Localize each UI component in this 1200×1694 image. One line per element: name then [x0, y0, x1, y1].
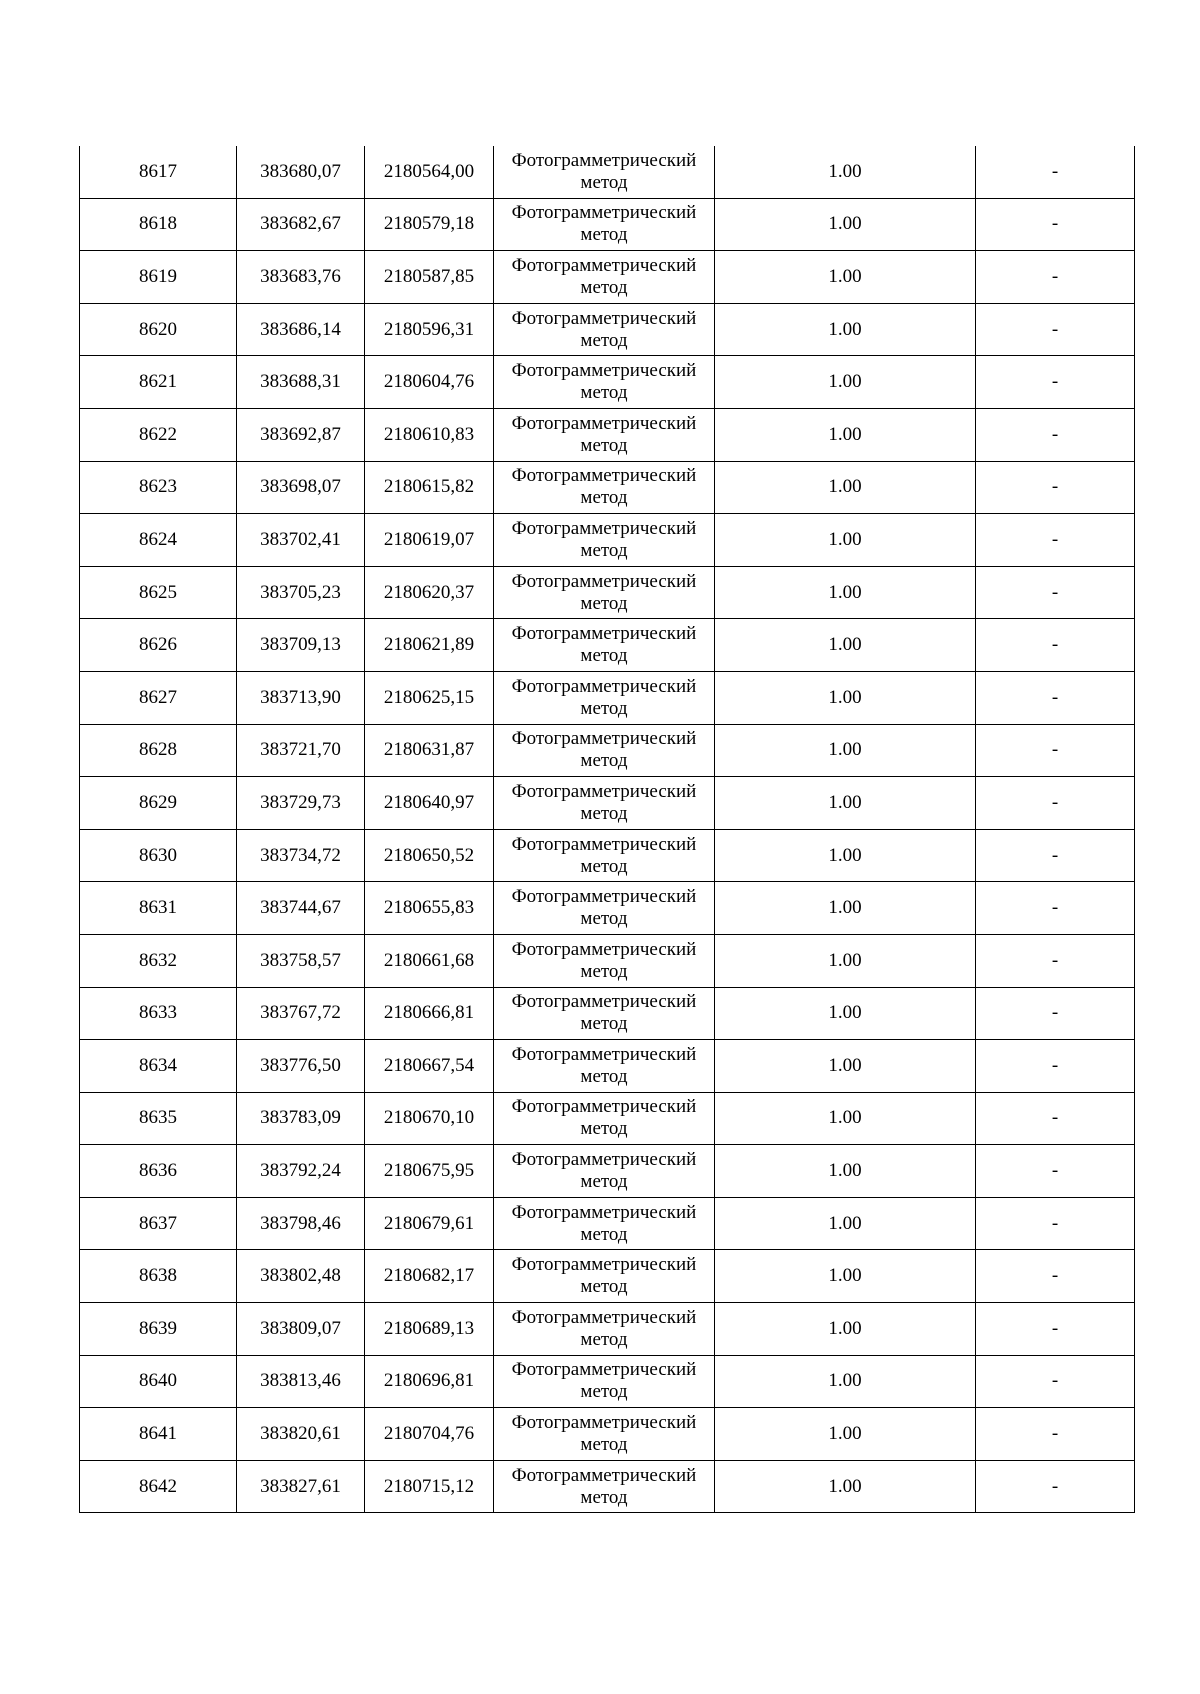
method-text-line: метод — [580, 487, 628, 509]
point-number-cell: 8633 — [80, 987, 237, 1040]
note-cell: - — [976, 1197, 1135, 1250]
table-row — [80, 1250, 1135, 1303]
x-coordinate-cell: 383802,48 — [237, 1250, 365, 1303]
accuracy-cell: 1.00 — [715, 1460, 976, 1513]
x-coordinate-cell: 383709,13 — [237, 619, 365, 672]
accuracy-cell: 1.00 — [715, 1303, 976, 1356]
x-coordinate-cell: 383758,57 — [237, 934, 365, 987]
accuracy-cell: 1.00 — [715, 1197, 976, 1250]
method-text-line: метод — [580, 224, 628, 246]
x-coordinate-cell: 383776,50 — [237, 1040, 365, 1093]
table-row — [80, 461, 1135, 514]
note-cell: - — [976, 356, 1135, 409]
method-cell — [494, 1040, 715, 1093]
accuracy-cell: 1.00 — [715, 1145, 976, 1198]
point-number-cell: 8632 — [80, 934, 237, 987]
method-text-line: Фотограмметрический — [511, 570, 697, 592]
point-number-cell: 8628 — [80, 724, 237, 777]
method-cell — [494, 987, 715, 1040]
method-text-line: Фотограмметрический — [511, 1149, 697, 1171]
accuracy-cell: 1.00 — [715, 356, 976, 409]
table-row — [80, 566, 1135, 619]
method-text-line: метод — [580, 1118, 628, 1140]
method-cell — [494, 1460, 715, 1513]
y-coordinate-cell: 2180610,83 — [365, 408, 494, 461]
x-coordinate-cell: 383698,07 — [237, 461, 365, 514]
method-text-line: метод — [580, 908, 628, 930]
table-row — [80, 1145, 1135, 1198]
method-text-line: Фотограмметрический — [511, 780, 697, 802]
note-cell: - — [976, 303, 1135, 356]
table-row — [80, 146, 1135, 198]
note-cell: - — [976, 1092, 1135, 1145]
method-text-line: метод — [580, 1065, 628, 1087]
table-row — [80, 356, 1135, 409]
point-number-cell: 8631 — [80, 882, 237, 935]
x-coordinate-cell: 383767,72 — [237, 987, 365, 1040]
method-cell — [494, 356, 715, 409]
method-cell — [494, 671, 715, 724]
method-text-line: метод — [580, 1328, 628, 1350]
x-coordinate-cell: 383813,46 — [237, 1355, 365, 1408]
method-cell — [494, 619, 715, 672]
note-cell: - — [976, 1303, 1135, 1356]
point-number-cell: 8625 — [80, 566, 237, 619]
y-coordinate-cell: 2180661,68 — [365, 934, 494, 987]
point-number-cell: 8622 — [80, 408, 237, 461]
y-coordinate-cell: 2180621,89 — [365, 619, 494, 672]
table-row — [80, 829, 1135, 882]
method-text-line: метод — [580, 1013, 628, 1035]
note-cell: - — [976, 1355, 1135, 1408]
point-number-cell: 8624 — [80, 514, 237, 567]
x-coordinate-cell: 383692,87 — [237, 408, 365, 461]
method-cell — [494, 198, 715, 251]
y-coordinate-cell: 2180640,97 — [365, 777, 494, 830]
method-text-line: метод — [580, 539, 628, 561]
method-text-line: Фотограмметрический — [511, 1201, 697, 1223]
accuracy-cell: 1.00 — [715, 724, 976, 777]
method-text-line: метод — [580, 382, 628, 404]
method-cell — [494, 1145, 715, 1198]
coordinates-table-body — [80, 146, 1135, 1513]
note-cell: - — [976, 1460, 1135, 1513]
accuracy-cell: 1.00 — [715, 408, 976, 461]
method-text-line: метод — [580, 697, 628, 719]
point-number-cell: 8626 — [80, 619, 237, 672]
note-cell: - — [976, 882, 1135, 935]
point-number-cell: 8642 — [80, 1460, 237, 1513]
note-cell: - — [976, 829, 1135, 882]
note-cell: - — [976, 251, 1135, 304]
method-cell — [494, 514, 715, 567]
point-number-cell: 8617 — [80, 146, 237, 198]
x-coordinate-cell: 383729,73 — [237, 777, 365, 830]
accuracy-cell: 1.00 — [715, 882, 976, 935]
note-cell: - — [976, 724, 1135, 777]
method-text-line: Фотограмметрический — [511, 1043, 697, 1065]
method-text-line: Фотограмметрический — [511, 149, 697, 171]
method-cell — [494, 566, 715, 619]
table-row — [80, 1460, 1135, 1513]
method-cell — [494, 408, 715, 461]
coordinates-table — [79, 146, 1135, 1513]
method-text-line: метод — [580, 329, 628, 351]
note-cell: - — [976, 671, 1135, 724]
method-text-line: Фотограмметрический — [511, 938, 697, 960]
note-cell: - — [976, 934, 1135, 987]
note-cell: - — [976, 1040, 1135, 1093]
x-coordinate-cell: 383744,67 — [237, 882, 365, 935]
note-cell: - — [976, 514, 1135, 567]
method-text-line: метод — [580, 960, 628, 982]
x-coordinate-cell: 383688,31 — [237, 356, 365, 409]
method-text-line: метод — [580, 276, 628, 298]
x-coordinate-cell: 383783,09 — [237, 1092, 365, 1145]
y-coordinate-cell: 2180666,81 — [365, 987, 494, 1040]
method-text-line: Фотограмметрический — [511, 728, 697, 750]
method-cell — [494, 1408, 715, 1461]
note-cell: - — [976, 987, 1135, 1040]
y-coordinate-cell: 2180696,81 — [365, 1355, 494, 1408]
y-coordinate-cell: 2180715,12 — [365, 1460, 494, 1513]
accuracy-cell: 1.00 — [715, 461, 976, 514]
table-row — [80, 1355, 1135, 1408]
point-number-cell: 8630 — [80, 829, 237, 882]
y-coordinate-cell: 2180604,76 — [365, 356, 494, 409]
y-coordinate-cell: 2180615,82 — [365, 461, 494, 514]
method-cell — [494, 251, 715, 304]
method-text-line: Фотограмметрический — [511, 517, 697, 539]
table-row — [80, 251, 1135, 304]
x-coordinate-cell: 383683,76 — [237, 251, 365, 304]
method-text-line: метод — [580, 750, 628, 772]
accuracy-cell: 1.00 — [715, 1408, 976, 1461]
y-coordinate-cell: 2180670,10 — [365, 1092, 494, 1145]
method-text-line: Фотограмметрический — [511, 1096, 697, 1118]
accuracy-cell: 1.00 — [715, 777, 976, 830]
point-number-cell: 8635 — [80, 1092, 237, 1145]
table-row — [80, 671, 1135, 724]
method-text-line: Фотограмметрический — [511, 1306, 697, 1328]
x-coordinate-cell: 383820,61 — [237, 1408, 365, 1461]
accuracy-cell: 1.00 — [715, 303, 976, 356]
accuracy-cell: 1.00 — [715, 934, 976, 987]
x-coordinate-cell: 383686,14 — [237, 303, 365, 356]
x-coordinate-cell: 383702,41 — [237, 514, 365, 567]
accuracy-cell: 1.00 — [715, 671, 976, 724]
y-coordinate-cell: 2180620,37 — [365, 566, 494, 619]
method-text-line: Фотограмметрический — [511, 1359, 697, 1381]
method-text-line: Фотограмметрический — [511, 1254, 697, 1276]
accuracy-cell: 1.00 — [715, 619, 976, 672]
table-row — [80, 1408, 1135, 1461]
table-row — [80, 987, 1135, 1040]
table-row — [80, 408, 1135, 461]
method-cell — [494, 829, 715, 882]
method-text-line: метод — [580, 802, 628, 824]
method-text-line: Фотограмметрический — [511, 254, 697, 276]
point-number-cell: 8637 — [80, 1197, 237, 1250]
y-coordinate-cell: 2180587,85 — [365, 251, 494, 304]
note-cell: - — [976, 619, 1135, 672]
table-row — [80, 303, 1135, 356]
method-text-line: Фотограмметрический — [511, 360, 697, 382]
note-cell: - — [976, 1145, 1135, 1198]
method-text-line: метод — [580, 645, 628, 667]
accuracy-cell: 1.00 — [715, 1040, 976, 1093]
y-coordinate-cell: 2180682,17 — [365, 1250, 494, 1303]
accuracy-cell: 1.00 — [715, 566, 976, 619]
x-coordinate-cell: 383713,90 — [237, 671, 365, 724]
method-cell — [494, 1303, 715, 1356]
method-text-line: метод — [580, 171, 628, 193]
table-row — [80, 777, 1135, 830]
table-row — [80, 514, 1135, 567]
y-coordinate-cell: 2180619,07 — [365, 514, 494, 567]
method-cell — [494, 724, 715, 777]
x-coordinate-cell: 383734,72 — [237, 829, 365, 882]
method-text-line: Фотограмметрический — [511, 202, 697, 224]
method-text-line: метод — [580, 1223, 628, 1245]
x-coordinate-cell: 383809,07 — [237, 1303, 365, 1356]
accuracy-cell: 1.00 — [715, 1250, 976, 1303]
table-row — [80, 882, 1135, 935]
table-row — [80, 724, 1135, 777]
method-text-line: Фотограмметрический — [511, 833, 697, 855]
y-coordinate-cell: 2180679,61 — [365, 1197, 494, 1250]
point-number-cell: 8627 — [80, 671, 237, 724]
method-cell — [494, 303, 715, 356]
method-text-line: Фотограмметрический — [511, 991, 697, 1013]
accuracy-cell: 1.00 — [715, 987, 976, 1040]
y-coordinate-cell: 2180625,15 — [365, 671, 494, 724]
point-number-cell: 8636 — [80, 1145, 237, 1198]
note-cell: - — [976, 1408, 1135, 1461]
accuracy-cell: 1.00 — [715, 829, 976, 882]
y-coordinate-cell: 2180650,52 — [365, 829, 494, 882]
method-cell — [494, 1250, 715, 1303]
note-cell: - — [976, 777, 1135, 830]
accuracy-cell: 1.00 — [715, 1092, 976, 1145]
method-text-line: метод — [580, 1434, 628, 1456]
accuracy-cell: 1.00 — [715, 198, 976, 251]
point-number-cell: 8619 — [80, 251, 237, 304]
point-number-cell: 8620 — [80, 303, 237, 356]
x-coordinate-cell: 383721,70 — [237, 724, 365, 777]
note-cell: - — [976, 198, 1135, 251]
method-text-line: метод — [580, 855, 628, 877]
method-cell — [494, 1092, 715, 1145]
accuracy-cell: 1.00 — [715, 1355, 976, 1408]
point-number-cell: 8629 — [80, 777, 237, 830]
method-cell — [494, 882, 715, 935]
note-cell: - — [976, 408, 1135, 461]
point-number-cell: 8640 — [80, 1355, 237, 1408]
y-coordinate-cell: 2180596,31 — [365, 303, 494, 356]
method-text-line: метод — [580, 592, 628, 614]
point-number-cell: 8641 — [80, 1408, 237, 1461]
table-row — [80, 619, 1135, 672]
method-text-line: Фотограмметрический — [511, 307, 697, 329]
method-text-line: Фотограмметрический — [511, 1464, 697, 1486]
point-number-cell: 8639 — [80, 1303, 237, 1356]
method-text-line: метод — [580, 1381, 628, 1403]
note-cell: - — [976, 566, 1135, 619]
y-coordinate-cell: 2180675,95 — [365, 1145, 494, 1198]
point-number-cell: 8638 — [80, 1250, 237, 1303]
method-text-line: Фотограмметрический — [511, 675, 697, 697]
method-text-line: метод — [580, 1276, 628, 1298]
table-row — [80, 934, 1135, 987]
table-row — [80, 1040, 1135, 1093]
method-cell — [494, 934, 715, 987]
note-cell: - — [976, 1250, 1135, 1303]
method-text-line: Фотограмметрический — [511, 1412, 697, 1434]
accuracy-cell: 1.00 — [715, 251, 976, 304]
y-coordinate-cell: 2180655,83 — [365, 882, 494, 935]
table-row — [80, 198, 1135, 251]
method-text-line: метод — [580, 1486, 628, 1508]
x-coordinate-cell: 383682,67 — [237, 198, 365, 251]
x-coordinate-cell: 383705,23 — [237, 566, 365, 619]
point-number-cell: 8634 — [80, 1040, 237, 1093]
note-cell: - — [976, 146, 1135, 198]
method-text-line: Фотограмметрический — [511, 465, 697, 487]
table-row — [80, 1197, 1135, 1250]
x-coordinate-cell: 383680,07 — [237, 146, 365, 198]
method-text-line: Фотограмметрический — [511, 623, 697, 645]
method-cell — [494, 146, 715, 198]
point-number-cell: 8621 — [80, 356, 237, 409]
method-text-line: Фотограмметрический — [511, 886, 697, 908]
point-number-cell: 8623 — [80, 461, 237, 514]
accuracy-cell: 1.00 — [715, 514, 976, 567]
x-coordinate-cell: 383792,24 — [237, 1145, 365, 1198]
table-row — [80, 1303, 1135, 1356]
note-cell: - — [976, 461, 1135, 514]
method-cell — [494, 1355, 715, 1408]
y-coordinate-cell: 2180631,87 — [365, 724, 494, 777]
method-text-line: метод — [580, 1171, 628, 1193]
x-coordinate-cell: 383827,61 — [237, 1460, 365, 1513]
method-cell — [494, 461, 715, 514]
y-coordinate-cell: 2180564,00 — [365, 146, 494, 198]
method-text-line: метод — [580, 434, 628, 456]
y-coordinate-cell: 2180579,18 — [365, 198, 494, 251]
table-row — [80, 1092, 1135, 1145]
method-cell — [494, 777, 715, 830]
accuracy-cell: 1.00 — [715, 146, 976, 198]
point-number-cell: 8618 — [80, 198, 237, 251]
method-cell — [494, 1197, 715, 1250]
method-text-line: Фотограмметрический — [511, 412, 697, 434]
y-coordinate-cell: 2180689,13 — [365, 1303, 494, 1356]
y-coordinate-cell: 2180667,54 — [365, 1040, 494, 1093]
y-coordinate-cell: 2180704,76 — [365, 1408, 494, 1461]
x-coordinate-cell: 383798,46 — [237, 1197, 365, 1250]
